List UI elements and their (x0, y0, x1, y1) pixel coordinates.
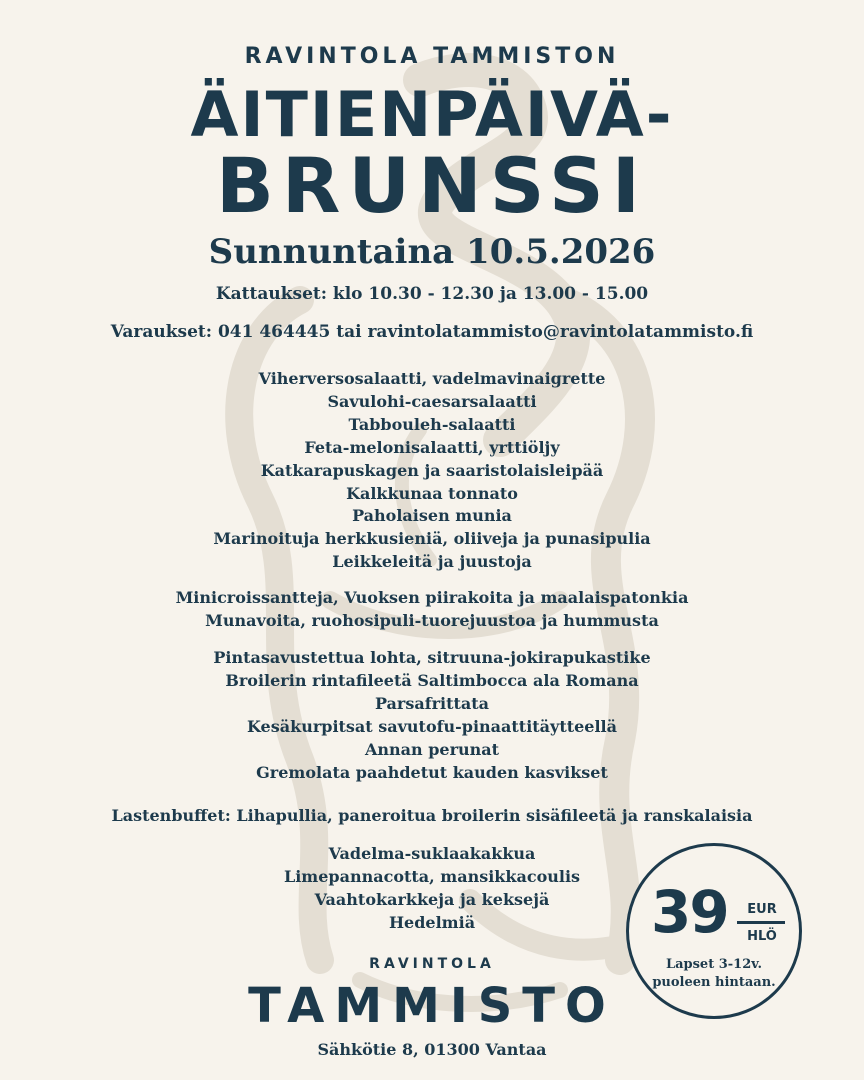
menu-item: Savulohi-caesarsalaatti (327, 391, 537, 411)
footer-brand-small: RAVINTOLA (369, 956, 495, 972)
menu-section-bakery (0, 587, 864, 633)
price-badge (626, 843, 802, 1019)
menu-item: Hedelmiä (388, 912, 476, 932)
price-note-line-2: puoleen hintaan. (652, 975, 776, 990)
price-note (629, 956, 799, 992)
menu-item: Tabbouleh-salaatti (348, 414, 516, 434)
title-line-1: ÄITIENPÄIVÄ- (190, 78, 674, 151)
price-per-person: HLÖ (747, 929, 777, 944)
price-currency: EUR (747, 902, 777, 917)
menu-item: Limepannacotta, mansikkacoulis (283, 866, 581, 886)
menu-item: Vadelma-suklaakakkua (328, 844, 536, 863)
menu-section-warm (0, 647, 864, 784)
menu-item: Vaahtokarkkeja ja keksejä (314, 889, 550, 909)
menu-section-kids (0, 805, 864, 828)
price-amount: 39 (651, 878, 728, 946)
footer-brand-logo: TAMMISTO (248, 978, 616, 1034)
restaurant-eyebrow: RAVINTOLA TAMMISTON (244, 44, 620, 69)
menu-item: Marinoituja herkkusieniä, oliiveja ja punasipulia (213, 529, 651, 549)
menu-item: Gremolata paahdetut kauden kasvikset (256, 762, 608, 782)
menu-item: Paholaisen munia (352, 506, 512, 526)
menu-item: Pintasavustettua lohta, sitruuna-jokirapukastike (213, 648, 651, 667)
menu-item: Katkarapuskagen ja saaristolaisleipää (260, 460, 604, 480)
reservation-info: Varaukset: 041 464445 tai ravintolatammisto@ravintolatammisto.fi (110, 322, 754, 342)
kids-buffet-line: Lastenbuffet: Lihapullia, paneroitua broilerin sisäfileetä ja ranskalaisia (111, 806, 753, 825)
menu-section-cold (0, 368, 864, 574)
menu-item: Minicroissantteja, Vuoksen piirakoita ja maalaispatonkia (175, 588, 689, 607)
title-line-2: BRUNSSI (215, 141, 649, 230)
menu-item: Parsafrittata (374, 693, 490, 713)
menu-item: Munavoita, ruohosipuli-tuorejuustoa ja hummusta (205, 610, 659, 630)
price-divider (737, 921, 785, 924)
price-note-line-1: Lapset 3-12v. (665, 957, 763, 972)
menu-item: Broilerin rintafileetä Saltimbocca ala Romana (225, 670, 639, 690)
menu-item: Viherversosalaatti, vadelmavinaigrette (258, 369, 606, 388)
address: Sähkötie 8, 01300 Vantaa (317, 1040, 547, 1059)
menu-item: Kesäkurpitsat savutofu-pinaattitäytteellä (247, 716, 617, 736)
menu-item: Leikkeleitä ja juustoja (332, 552, 532, 572)
seating-times: Kattaukset: klo 10.30 - 12.30 ja 13.00 - 15.00 (215, 284, 649, 304)
menu-item: Feta-melonisalaatti, yrttiöljy (304, 437, 560, 457)
event-date: Sunnuntaina 10.5.2026 (208, 232, 656, 272)
menu-item: Kalkkunaa tonnato (346, 483, 518, 503)
menu-item: Annan perunat (364, 739, 500, 759)
